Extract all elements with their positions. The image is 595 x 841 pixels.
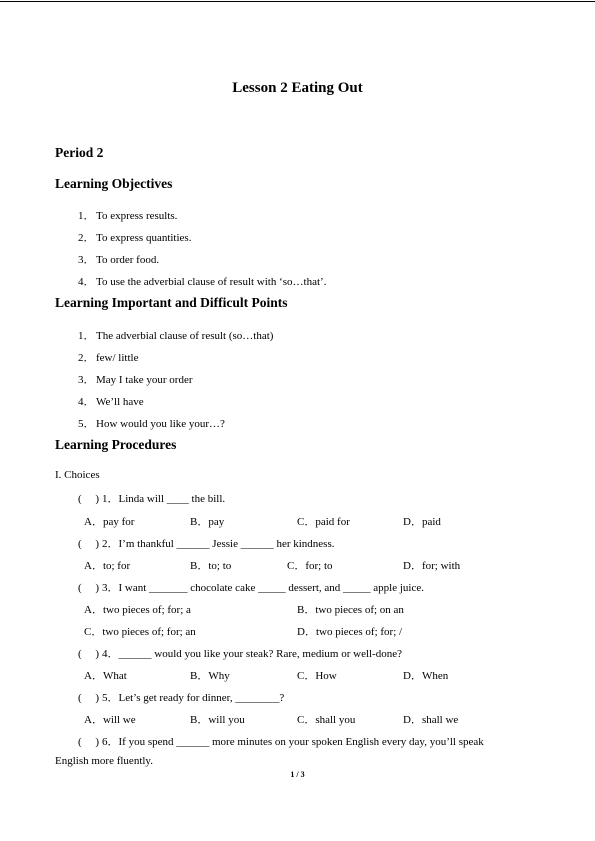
question-4 (78, 645, 402, 661)
page-title: Lesson 2 Eating Out (232, 80, 363, 96)
item-number: 1． (78, 210, 95, 222)
period-heading: Period 2 (55, 145, 104, 160)
question-6 (78, 733, 484, 749)
option-b: B．two pieces of; on an (297, 604, 404, 616)
option-c: C．two pieces of; for; an (84, 626, 196, 638)
page-number: 1 / 3 (290, 770, 305, 779)
answer-blank: ( ) (78, 648, 100, 660)
option-a: A．will we (84, 714, 136, 726)
item-text: The adverbial clause of result (so…that) (96, 330, 274, 342)
answer-blank: ( ) (78, 538, 100, 550)
option-c: C．How (297, 670, 337, 682)
objective-item (78, 273, 326, 289)
option-c: C．for; to (287, 560, 333, 572)
item-number: 3． (78, 254, 95, 266)
item-text: May I take your order (96, 374, 193, 386)
item-number: 2． (78, 232, 95, 244)
answer-blank: ( ) (78, 582, 100, 594)
question-text: 2．I’m thankful ______ Jessie ______ her kindness. (102, 538, 335, 550)
answer-blank: ( ) (78, 692, 100, 704)
question-1 (78, 490, 225, 506)
item-number: 4． (78, 276, 95, 288)
item-number: 1． (78, 330, 95, 342)
item-text: How would you like your…? (96, 418, 225, 430)
option-b: B．pay (190, 516, 225, 528)
item-text: few/ little (96, 352, 139, 364)
option-d: D．paid (403, 516, 441, 528)
question-text: 5．Let’s get ready for dinner, ________? (102, 692, 285, 704)
objectives-heading: Learning Objectives (55, 176, 173, 191)
option-d: D．two pieces of; for; / (297, 626, 403, 638)
objective-item (78, 207, 177, 223)
procedures-heading: Learning Procedures (55, 437, 177, 452)
option-b: B．will you (190, 714, 245, 726)
objective-item (78, 251, 159, 267)
option-d: D．When (403, 670, 449, 682)
item-text: To express quantities. (96, 232, 192, 244)
option-a: A．pay for (84, 516, 135, 528)
option-a: A．to; for (84, 560, 131, 572)
question-text: 3．I want _______ chocolate cake _____ dessert, and _____ apple juice. (102, 582, 424, 594)
top-border-line (0, 1, 595, 2)
points-heading: Learning Important and Difficult Points (55, 295, 288, 310)
point-item (78, 349, 138, 365)
point-item (78, 327, 273, 343)
question-text: 4．______ would you like your steak? Rare, medium or well-done? (102, 648, 402, 660)
objective-item (78, 229, 191, 245)
question-text: 1．Linda will ____ the bill. (102, 493, 226, 505)
option-d: D．shall we (403, 714, 459, 726)
item-number: 2． (78, 352, 95, 364)
item-text: To order food. (96, 254, 160, 266)
item-number: 4． (78, 396, 95, 408)
option-c: C．shall you (297, 714, 356, 726)
option-d: D．for; with (403, 560, 461, 572)
point-item (78, 415, 225, 431)
answer-blank: ( ) (78, 493, 100, 505)
option-c: C．paid for (297, 516, 350, 528)
question-text: 6．If you spend ______ more minutes on your spoken English every day, you’ll speak (102, 736, 484, 748)
item-text: To use the adverbial clause of result with ‘so…that’. (96, 276, 327, 288)
option-b: B．to; to (190, 560, 232, 572)
item-text: We’ll have (96, 396, 144, 408)
item-text: To express results. (96, 210, 178, 222)
point-item (78, 371, 193, 387)
point-item (78, 393, 144, 409)
section-label: I. Choices (55, 469, 100, 481)
item-number: 5． (78, 418, 95, 430)
question-6-continuation: English more fluently. (55, 755, 153, 767)
option-a: A．two pieces of; for; a (84, 604, 191, 616)
question-2 (78, 535, 335, 551)
question-5 (78, 689, 284, 705)
option-a: A．What (84, 670, 127, 682)
answer-blank: ( ) (78, 736, 100, 748)
item-number: 3． (78, 374, 95, 386)
question-3 (78, 579, 424, 595)
option-b: B．Why (190, 670, 230, 682)
